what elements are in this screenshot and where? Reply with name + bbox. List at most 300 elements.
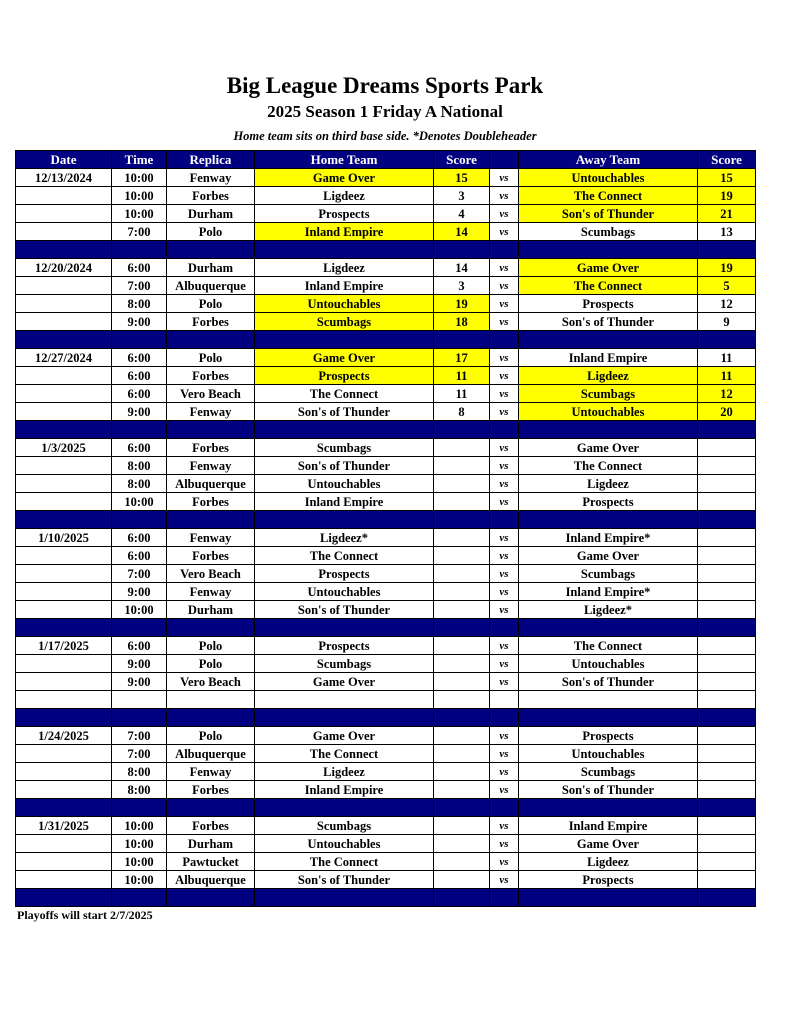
away-score-cell: [698, 475, 756, 493]
game-row: [16, 475, 756, 493]
vs-cell: vs: [490, 853, 519, 871]
separator-cell: [434, 619, 490, 637]
home-score-cell: 17: [434, 349, 490, 367]
home-score-cell: 14: [434, 259, 490, 277]
date-cell: [16, 691, 112, 709]
vs-cell: vs: [490, 493, 519, 511]
home-team-cell: Scumbags: [255, 439, 434, 457]
away-team-cell: Untouchables: [519, 403, 698, 421]
away-team-cell: Untouchables: [519, 169, 698, 187]
week-separator-row: [16, 511, 756, 529]
time-cell: 7:00: [112, 565, 167, 583]
home-team-cell: Prospects: [255, 637, 434, 655]
replica-field-cell: Forbes: [167, 313, 255, 331]
date-cell: [16, 583, 112, 601]
home-team-cell: The Connect: [255, 745, 434, 763]
game-row: [16, 349, 756, 367]
separator-cell: [519, 241, 698, 259]
away-team-cell: Untouchables: [519, 655, 698, 673]
separator-cell: [16, 799, 112, 817]
time-cell: 7:00: [112, 727, 167, 745]
separator-cell: [490, 331, 519, 349]
away-team-cell: Prospects: [519, 295, 698, 313]
home-score-cell: 3: [434, 277, 490, 295]
separator-cell: [255, 421, 434, 439]
separator-cell: [112, 421, 167, 439]
game-row: [16, 259, 756, 277]
home-score-cell: 4: [434, 205, 490, 223]
separator-cell: [519, 619, 698, 637]
separator-cell: [16, 889, 112, 907]
game-row: [16, 565, 756, 583]
time-cell: 7:00: [112, 277, 167, 295]
date-cell: 1/31/2025: [16, 817, 112, 835]
column-header-home-score: Score: [434, 151, 490, 169]
home-score-cell: 8: [434, 403, 490, 421]
week-separator-row: [16, 619, 756, 637]
away-score-cell: 20: [698, 403, 756, 421]
game-row: [16, 637, 756, 655]
separator-cell: [167, 511, 255, 529]
away-score-cell: 13: [698, 223, 756, 241]
away-score-cell: [698, 745, 756, 763]
vs-cell: vs: [490, 367, 519, 385]
header-row: [16, 151, 756, 169]
separator-cell: [519, 331, 698, 349]
game-row: [16, 223, 756, 241]
away-team-cell: Son's of Thunder: [519, 205, 698, 223]
replica-field-cell: Polo: [167, 295, 255, 313]
away-score-cell: [698, 763, 756, 781]
time-cell: 8:00: [112, 781, 167, 799]
replica-field-cell: Durham: [167, 601, 255, 619]
home-score-cell: [434, 637, 490, 655]
time-cell: 10:00: [112, 835, 167, 853]
home-score-cell: 11: [434, 385, 490, 403]
replica-field-cell: Albuquerque: [167, 475, 255, 493]
away-score-cell: 15: [698, 169, 756, 187]
separator-cell: [519, 511, 698, 529]
vs-cell: [490, 691, 519, 709]
vs-cell: vs: [490, 169, 519, 187]
game-row: [16, 367, 756, 385]
away-score-cell: [698, 529, 756, 547]
date-cell: [16, 601, 112, 619]
away-team-cell: Son's of Thunder: [519, 673, 698, 691]
game-row: [16, 691, 756, 709]
separator-cell: [255, 511, 434, 529]
home-team-cell: Prospects: [255, 367, 434, 385]
time-cell: 9:00: [112, 313, 167, 331]
away-team-cell: Scumbags: [519, 763, 698, 781]
date-cell: [16, 871, 112, 889]
game-row: [16, 817, 756, 835]
home-score-cell: [434, 439, 490, 457]
vs-cell: vs: [490, 745, 519, 763]
separator-cell: [112, 889, 167, 907]
time-cell: 10:00: [112, 871, 167, 889]
separator-cell: [16, 331, 112, 349]
separator-cell: [698, 421, 756, 439]
vs-cell: vs: [490, 223, 519, 241]
separator-cell: [255, 331, 434, 349]
away-team-cell: Ligdeez*: [519, 601, 698, 619]
home-score-cell: 18: [434, 313, 490, 331]
home-score-cell: 15: [434, 169, 490, 187]
week-separator-row: [16, 331, 756, 349]
away-score-cell: 12: [698, 295, 756, 313]
date-cell: [16, 385, 112, 403]
column-header-replica: Replica: [167, 151, 255, 169]
home-score-cell: [434, 763, 490, 781]
column-header-away-team: Away Team: [519, 151, 698, 169]
game-row: [16, 781, 756, 799]
home-score-cell: 14: [434, 223, 490, 241]
separator-cell: [519, 421, 698, 439]
date-cell: 12/20/2024: [16, 259, 112, 277]
replica-field-cell: Fenway: [167, 457, 255, 475]
replica-field-cell: Forbes: [167, 187, 255, 205]
replica-field-cell: Albuquerque: [167, 745, 255, 763]
vs-cell: vs: [490, 259, 519, 277]
time-cell: 6:00: [112, 259, 167, 277]
column-header-time: Time: [112, 151, 167, 169]
home-team-cell: Ligdeez*: [255, 529, 434, 547]
time-cell: 6:00: [112, 349, 167, 367]
away-score-cell: [698, 835, 756, 853]
replica-field-cell: Fenway: [167, 169, 255, 187]
away-score-cell: [698, 439, 756, 457]
separator-cell: [167, 619, 255, 637]
home-team-cell: Inland Empire: [255, 493, 434, 511]
away-score-cell: [698, 601, 756, 619]
separator-cell: [519, 799, 698, 817]
date-cell: [16, 547, 112, 565]
away-score-cell: 5: [698, 277, 756, 295]
replica-field-cell: Forbes: [167, 547, 255, 565]
vs-cell: vs: [490, 583, 519, 601]
home-score-cell: [434, 817, 490, 835]
date-cell: [16, 835, 112, 853]
separator-cell: [490, 421, 519, 439]
vs-cell: vs: [490, 313, 519, 331]
vs-cell: vs: [490, 403, 519, 421]
date-cell: 12/27/2024: [16, 349, 112, 367]
away-team-cell: Inland Empire*: [519, 583, 698, 601]
vs-cell: vs: [490, 601, 519, 619]
replica-field-cell: Albuquerque: [167, 871, 255, 889]
separator-cell: [167, 421, 255, 439]
away-team-cell: The Connect: [519, 187, 698, 205]
week-separator-row: [16, 889, 756, 907]
date-cell: [16, 763, 112, 781]
time-cell: 9:00: [112, 583, 167, 601]
date-cell: [16, 313, 112, 331]
separator-cell: [255, 709, 434, 727]
page-subtitle: 2025 Season 1 Friday A National: [267, 102, 503, 121]
time-cell: 9:00: [112, 655, 167, 673]
separator-cell: [16, 421, 112, 439]
home-score-cell: [434, 781, 490, 799]
time-cell: 10:00: [112, 187, 167, 205]
separator-cell: [698, 511, 756, 529]
time-cell: 8:00: [112, 475, 167, 493]
home-team-cell: Untouchables: [255, 583, 434, 601]
date-cell: [16, 205, 112, 223]
replica-field-cell: Albuquerque: [167, 277, 255, 295]
home-team-cell: Scumbags: [255, 313, 434, 331]
separator-cell: [490, 889, 519, 907]
home-team-cell: [255, 691, 434, 709]
home-team-cell: Game Over: [255, 727, 434, 745]
separator-cell: [16, 241, 112, 259]
time-cell: 8:00: [112, 457, 167, 475]
column-header-date: Date: [16, 151, 112, 169]
separator-cell: [490, 619, 519, 637]
vs-cell: vs: [490, 277, 519, 295]
home-team-cell: Scumbags: [255, 655, 434, 673]
time-cell: 10:00: [112, 493, 167, 511]
separator-cell: [434, 511, 490, 529]
time-cell: 10:00: [112, 817, 167, 835]
away-team-cell: Untouchables: [519, 745, 698, 763]
time-cell: 7:00: [112, 223, 167, 241]
time-cell: 6:00: [112, 439, 167, 457]
away-score-cell: [698, 691, 756, 709]
time-cell: 10:00: [112, 853, 167, 871]
time-cell: 6:00: [112, 529, 167, 547]
replica-field-cell: Forbes: [167, 439, 255, 457]
away-team-cell: Scumbags: [519, 223, 698, 241]
away-team-cell: The Connect: [519, 457, 698, 475]
home-team-cell: The Connect: [255, 853, 434, 871]
home-team-cell: Ligdeez: [255, 187, 434, 205]
away-score-cell: [698, 655, 756, 673]
separator-cell: [167, 331, 255, 349]
time-cell: 10:00: [112, 601, 167, 619]
vs-cell: vs: [490, 295, 519, 313]
date-cell: 1/10/2025: [16, 529, 112, 547]
away-score-cell: [698, 817, 756, 835]
home-score-cell: [434, 475, 490, 493]
home-team-cell: Scumbags: [255, 817, 434, 835]
home-score-cell: [434, 601, 490, 619]
vs-cell: vs: [490, 529, 519, 547]
replica-field-cell: Pawtucket: [167, 853, 255, 871]
away-team-cell: Son's of Thunder: [519, 313, 698, 331]
game-row: [16, 853, 756, 871]
away-team-cell: [519, 691, 698, 709]
away-team-cell: The Connect: [519, 277, 698, 295]
replica-field-cell: Polo: [167, 349, 255, 367]
vs-cell: vs: [490, 385, 519, 403]
game-row: [16, 727, 756, 745]
home-team-cell: Inland Empire: [255, 781, 434, 799]
home-team-cell: Inland Empire: [255, 223, 434, 241]
game-row: [16, 313, 756, 331]
game-row: [16, 493, 756, 511]
replica-field-cell: Vero Beach: [167, 565, 255, 583]
game-row: [16, 601, 756, 619]
page-title: Big League Dreams Sports Park: [226, 73, 544, 98]
game-row: [16, 547, 756, 565]
date-cell: [16, 367, 112, 385]
vs-cell: vs: [490, 763, 519, 781]
away-team-cell: Inland Empire*: [519, 529, 698, 547]
away-team-cell: Game Over: [519, 835, 698, 853]
date-cell: [16, 781, 112, 799]
separator-cell: [519, 709, 698, 727]
away-score-cell: [698, 781, 756, 799]
separator-cell: [167, 709, 255, 727]
separator-cell: [698, 331, 756, 349]
date-cell: 1/17/2025: [16, 637, 112, 655]
date-cell: [16, 745, 112, 763]
game-row: [16, 745, 756, 763]
date-cell: [16, 223, 112, 241]
separator-cell: [434, 799, 490, 817]
date-cell: [16, 277, 112, 295]
replica-field-cell: Fenway: [167, 529, 255, 547]
separator-cell: [490, 511, 519, 529]
away-score-cell: [698, 637, 756, 655]
away-team-cell: Scumbags: [519, 565, 698, 583]
away-team-cell: Prospects: [519, 493, 698, 511]
date-cell: [16, 403, 112, 421]
home-score-cell: [434, 745, 490, 763]
home-team-cell: Untouchables: [255, 475, 434, 493]
week-separator-row: [16, 799, 756, 817]
week-separator-row: [16, 241, 756, 259]
vs-cell: vs: [490, 565, 519, 583]
vs-cell: vs: [490, 475, 519, 493]
separator-cell: [698, 889, 756, 907]
week-separator-row: [16, 709, 756, 727]
game-row: [16, 385, 756, 403]
date-cell: [16, 565, 112, 583]
game-row: [16, 169, 756, 187]
vs-cell: vs: [490, 349, 519, 367]
replica-field-cell: Fenway: [167, 763, 255, 781]
home-score-cell: [434, 835, 490, 853]
home-score-cell: [434, 673, 490, 691]
away-score-cell: [698, 493, 756, 511]
column-header-vs: [490, 151, 519, 169]
separator-cell: [490, 799, 519, 817]
away-team-cell: Ligdeez: [519, 475, 698, 493]
separator-cell: [490, 241, 519, 259]
separator-cell: [698, 709, 756, 727]
time-cell: [112, 691, 167, 709]
away-team-cell: Ligdeez: [519, 367, 698, 385]
column-header-home-team: Home Team: [255, 151, 434, 169]
separator-cell: [112, 799, 167, 817]
home-score-cell: [434, 727, 490, 745]
home-score-cell: [434, 547, 490, 565]
away-score-cell: 11: [698, 349, 756, 367]
away-team-cell: Game Over: [519, 259, 698, 277]
vs-cell: vs: [490, 835, 519, 853]
separator-cell: [434, 889, 490, 907]
separator-cell: [434, 241, 490, 259]
away-score-cell: [698, 547, 756, 565]
replica-field-cell: Vero Beach: [167, 385, 255, 403]
vs-cell: vs: [490, 439, 519, 457]
vs-cell: vs: [490, 817, 519, 835]
home-score-cell: 11: [434, 367, 490, 385]
vs-cell: vs: [490, 547, 519, 565]
replica-field-cell: Polo: [167, 223, 255, 241]
away-team-cell: Inland Empire: [519, 349, 698, 367]
away-team-cell: Son's of Thunder: [519, 781, 698, 799]
home-score-cell: [434, 691, 490, 709]
game-row: [16, 763, 756, 781]
away-team-cell: Prospects: [519, 871, 698, 889]
date-cell: 1/3/2025: [16, 439, 112, 457]
home-score-cell: [434, 457, 490, 475]
away-team-cell: Prospects: [519, 727, 698, 745]
home-team-cell: Son's of Thunder: [255, 457, 434, 475]
separator-cell: [698, 799, 756, 817]
game-row: [16, 673, 756, 691]
replica-field-cell: Polo: [167, 637, 255, 655]
away-team-cell: Game Over: [519, 439, 698, 457]
separator-cell: [112, 709, 167, 727]
away-score-cell: 9: [698, 313, 756, 331]
home-team-cell: Untouchables: [255, 835, 434, 853]
away-score-cell: 19: [698, 187, 756, 205]
vs-cell: vs: [490, 457, 519, 475]
separator-cell: [255, 619, 434, 637]
separator-cell: [434, 331, 490, 349]
time-cell: 6:00: [112, 547, 167, 565]
away-score-cell: 11: [698, 367, 756, 385]
separator-cell: [112, 511, 167, 529]
separator-cell: [255, 889, 434, 907]
time-cell: 6:00: [112, 385, 167, 403]
home-team-cell: Game Over: [255, 673, 434, 691]
home-team-cell: Untouchables: [255, 295, 434, 313]
home-score-cell: [434, 853, 490, 871]
separator-cell: [167, 799, 255, 817]
away-score-cell: [698, 457, 756, 475]
date-cell: 12/13/2024: [16, 169, 112, 187]
separator-cell: [490, 709, 519, 727]
game-row: [16, 295, 756, 313]
home-team-cell: Son's of Thunder: [255, 601, 434, 619]
home-team-cell: Inland Empire: [255, 277, 434, 295]
home-team-cell: Son's of Thunder: [255, 871, 434, 889]
replica-field-cell: [167, 691, 255, 709]
vs-cell: vs: [490, 187, 519, 205]
home-score-cell: [434, 565, 490, 583]
home-team-cell: Ligdeez: [255, 259, 434, 277]
date-cell: [16, 493, 112, 511]
game-row: [16, 205, 756, 223]
away-score-cell: [698, 727, 756, 745]
separator-cell: [698, 619, 756, 637]
game-row: [16, 439, 756, 457]
home-score-cell: [434, 493, 490, 511]
game-row: [16, 655, 756, 673]
game-row: [16, 403, 756, 421]
replica-field-cell: Forbes: [167, 493, 255, 511]
home-team-cell: Son's of Thunder: [255, 403, 434, 421]
replica-field-cell: Forbes: [167, 817, 255, 835]
vs-cell: vs: [490, 727, 519, 745]
separator-cell: [519, 889, 698, 907]
separator-cell: [112, 619, 167, 637]
